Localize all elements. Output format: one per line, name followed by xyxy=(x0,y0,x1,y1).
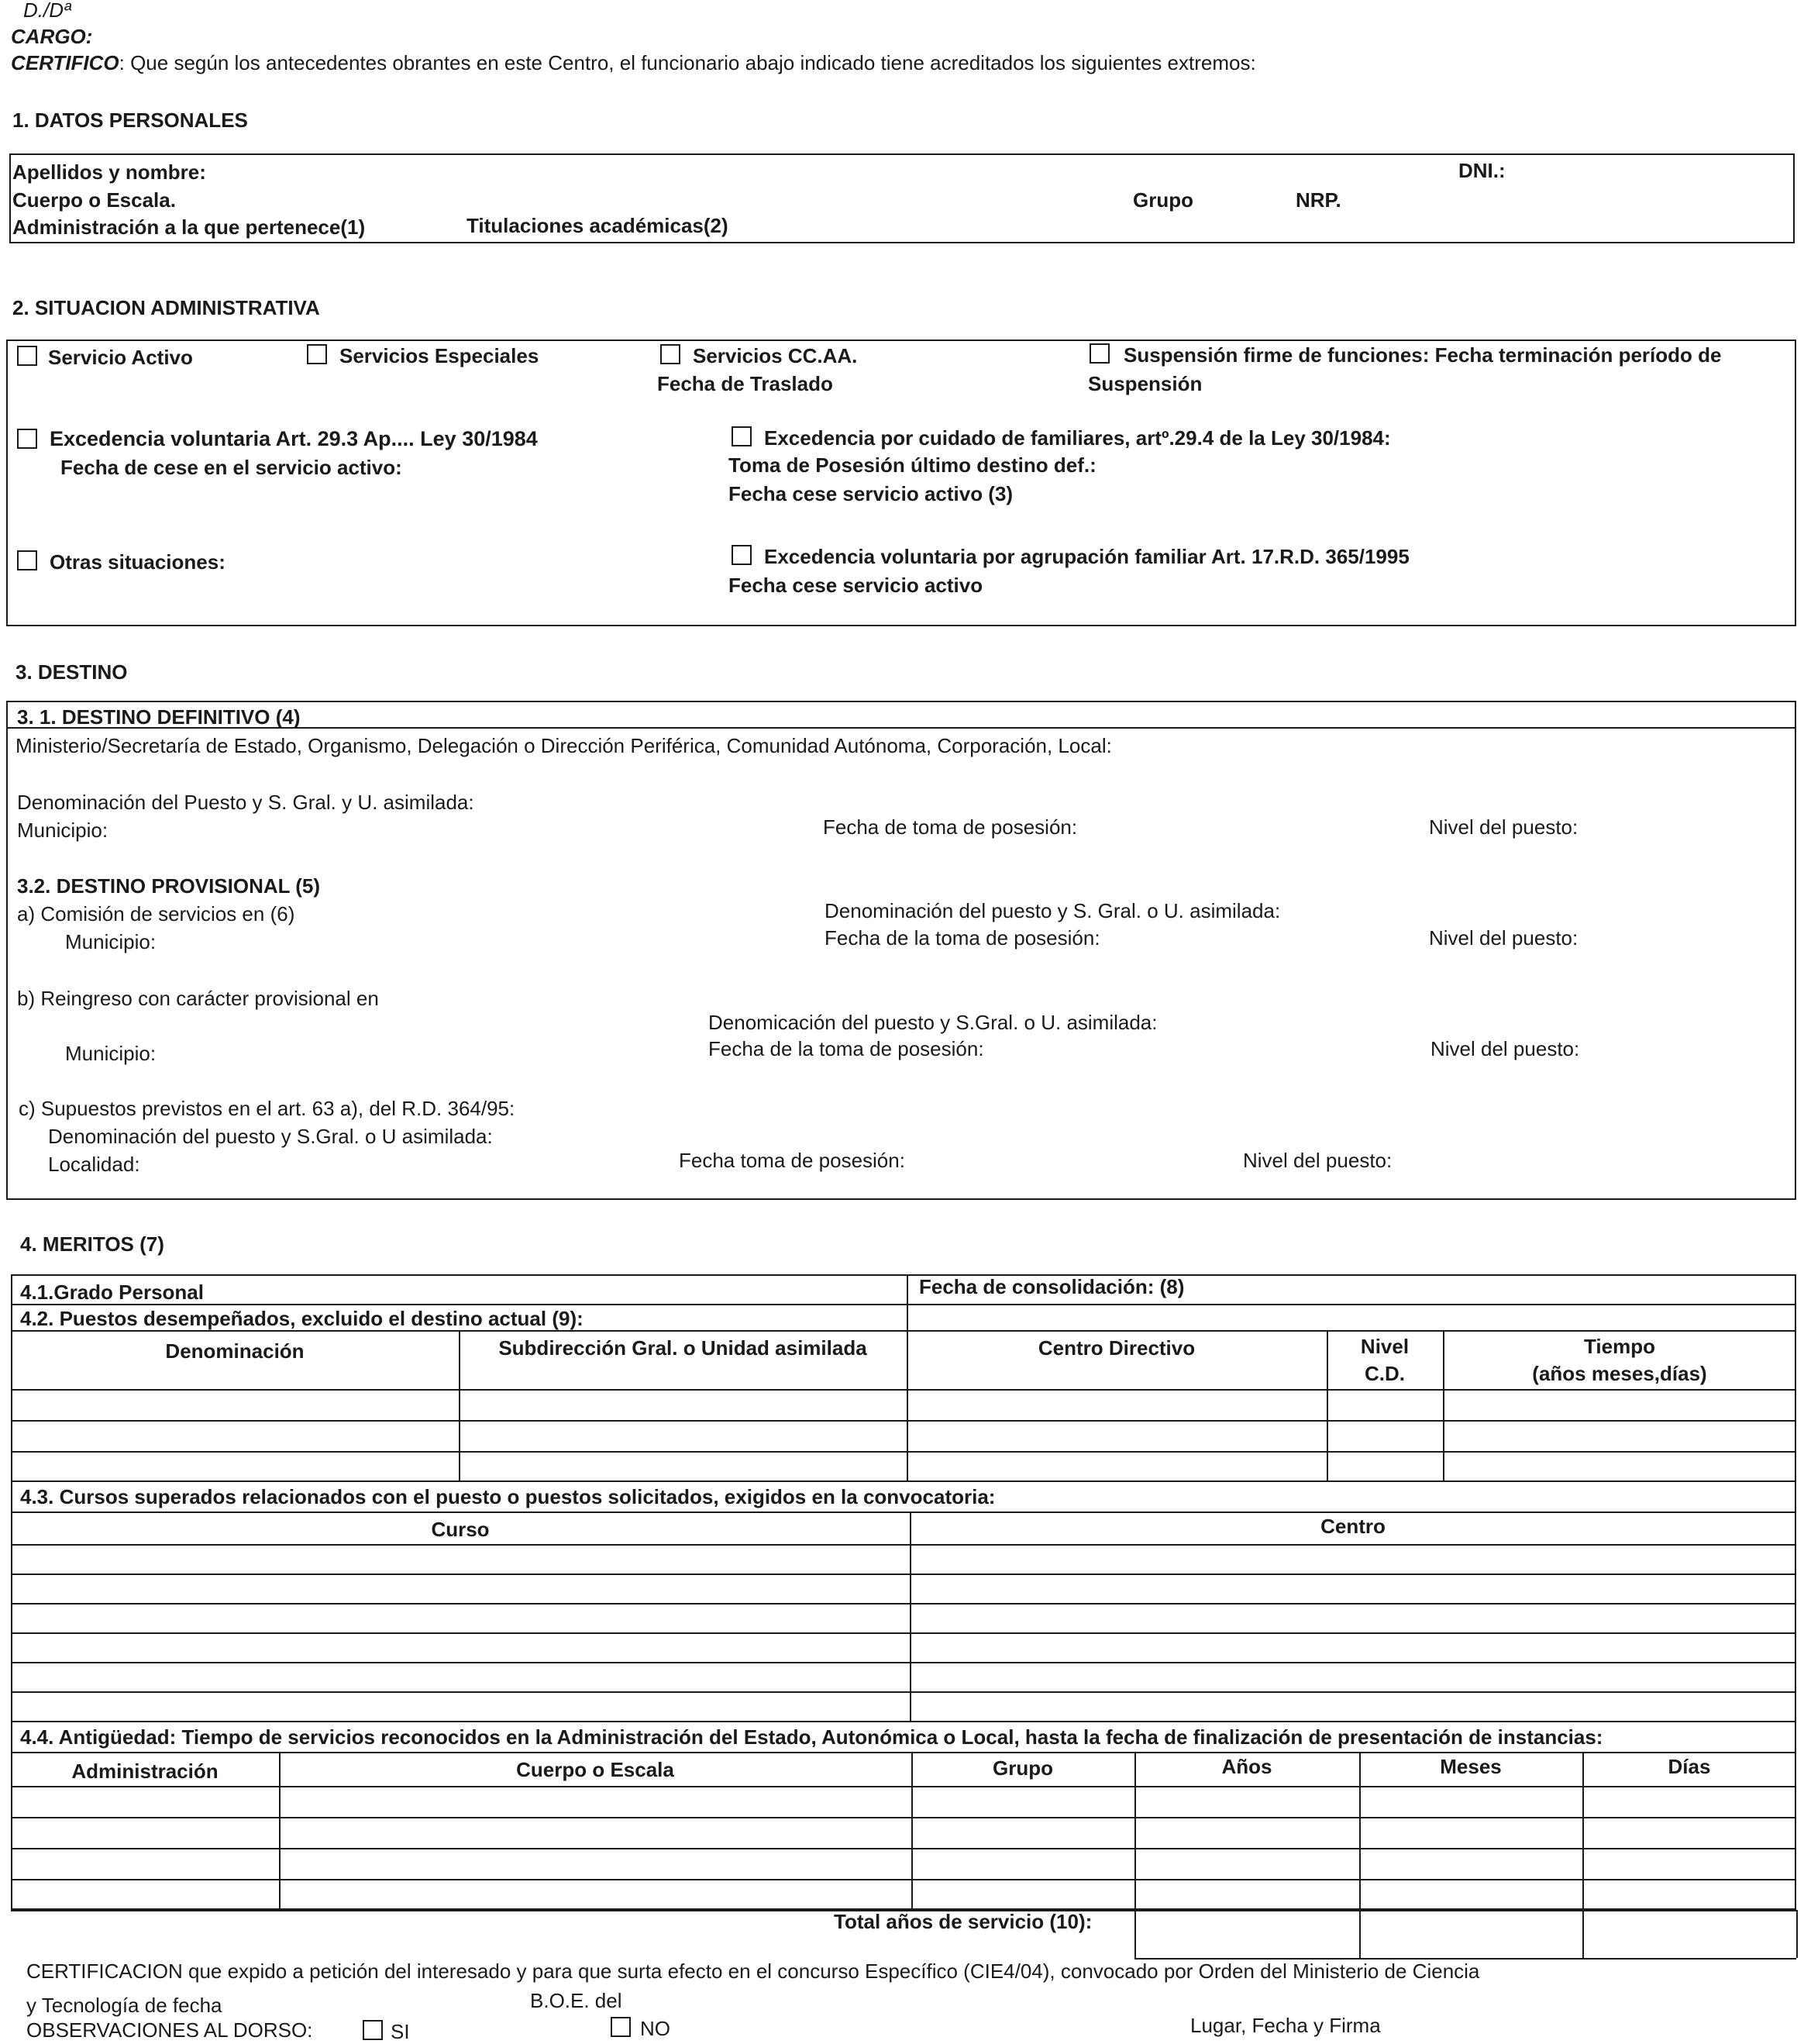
meritos-line xyxy=(11,1304,1796,1305)
col-administracion: Administración xyxy=(71,1760,219,1783)
excedencia-voluntaria-fecha: Fecha de cese en el servicio activo: xyxy=(60,456,402,479)
comision-denominacion-label: Denominación del puesto y S. Gral. o U. asimilada: xyxy=(825,899,1281,922)
col-nivel-cd: C.D. xyxy=(1365,1362,1405,1385)
certifico-label: CERTIFICO xyxy=(11,51,119,74)
puestos-row-line xyxy=(11,1389,1796,1391)
certificacion-line-2: y Tecnología de fecha xyxy=(26,1994,222,2017)
suspension-checkbox[interactable] xyxy=(1090,343,1110,364)
cursos-row-line xyxy=(11,1574,1796,1575)
def-denominacion-label: Denominación del Puesto y S. Gral. y U. asimilada: xyxy=(17,791,474,814)
col-curso: Curso xyxy=(431,1518,490,1541)
section-4-title: 4. MERITOS (7) xyxy=(20,1232,164,1256)
suspension-label-2: Suspensión xyxy=(1088,372,1203,395)
destino-provisional-title: 3.2. DESTINO PROVISIONAL (5) xyxy=(17,874,321,898)
nrp-label: NRP. xyxy=(1296,188,1341,212)
cursos-row-line xyxy=(11,1721,1796,1722)
comision-fecha-label: Fecha de la toma de posesión: xyxy=(825,926,1100,950)
meritos-col-line xyxy=(907,1274,908,1480)
lugar-fecha-firma-label: Lugar, Fecha y Firma xyxy=(1190,2014,1381,2037)
apellidos-label: Apellidos y nombre: xyxy=(12,160,206,184)
servicios-especiales-label: Servicios Especiales xyxy=(339,344,539,367)
administracion-label: Administración a la que pertenece(1) xyxy=(12,215,366,239)
def-nivel-label: Nivel del puesto: xyxy=(1429,815,1578,839)
section-2-title: 2. SITUACION ADMINISTRATIVA xyxy=(12,296,320,319)
supuestos-fecha-label: Fecha toma de posesión: xyxy=(679,1149,905,1172)
col-tiempo-detalle: (años meses,días) xyxy=(1532,1362,1707,1385)
antig-row-line xyxy=(11,1786,1796,1787)
comision-municipio-label: Municipio: xyxy=(65,930,157,953)
puestos-row-line xyxy=(11,1480,1796,1482)
cursos-row-line xyxy=(11,1691,1796,1693)
puestos-row-line xyxy=(11,1451,1796,1453)
section-3-title: 3. DESTINO xyxy=(15,660,128,684)
observaciones-si-label: SI xyxy=(391,2020,410,2043)
observaciones-no-label: NO xyxy=(640,2017,670,2040)
dd-label: D./Dª xyxy=(23,0,71,22)
excedencia-cuidado-toma: Toma de Posesión último destino def.: xyxy=(728,453,1097,477)
supuestos-localidad-label: Localidad: xyxy=(48,1153,140,1176)
cuerpo-label: Cuerpo o Escala. xyxy=(12,188,176,212)
excedencia-agrupacion-checkbox[interactable] xyxy=(732,545,752,565)
total-anos-label: Total años de servicio (10): xyxy=(834,1910,1093,1933)
excedencia-cuidado-label: Excedencia por cuidado de familiares, artº.29.4 de la Ley 30/1984: xyxy=(764,426,1391,450)
antig-col-line xyxy=(1359,1752,1361,1958)
col-nivel: Nivel xyxy=(1360,1335,1410,1358)
col-anos: Años xyxy=(1221,1755,1272,1778)
col-centro: Centro xyxy=(1320,1515,1386,1538)
col-tiempo: Tiempo xyxy=(1584,1335,1655,1358)
cursos-col-line xyxy=(910,1511,911,1721)
reingreso-denominacion-label: Denomicación del puesto y S.Gral. o U. asimilada: xyxy=(708,1011,1158,1034)
servicios-ccaa-checkbox[interactable] xyxy=(660,344,680,364)
cargo-label: CARGO: xyxy=(11,25,93,48)
puestos-desempenados-title: 4.2. Puestos desempeñados, excluido el destino actual (9): xyxy=(20,1307,584,1330)
supuestos-nivel-label: Nivel del puesto: xyxy=(1243,1149,1393,1172)
servicios-ccaa-label: Servicios CC.AA. xyxy=(693,344,858,367)
cursos-line xyxy=(11,1511,1796,1513)
observaciones-label: OBSERVACIONES AL DORSO: xyxy=(26,2018,313,2042)
col-grupo: Grupo xyxy=(993,1756,1053,1780)
dni-label: DNI.: xyxy=(1458,159,1506,182)
fecha-consolidacion-label: Fecha de consolidación: (8) xyxy=(919,1275,1185,1298)
servicios-especiales-checkbox[interactable] xyxy=(307,344,327,364)
observaciones-no-checkbox[interactable] xyxy=(611,2017,631,2037)
excedencia-agrupacion-cese: Fecha cese servicio activo xyxy=(728,574,983,597)
certifico-text: : Que según los antecedentes obrantes en este Centro, el funcionario abajo indicado tiene acreditados los siguientes extremos: xyxy=(119,51,1256,74)
def-fecha-label: Fecha de toma de posesión: xyxy=(823,815,1078,839)
otras-situaciones-checkbox[interactable] xyxy=(17,550,37,570)
antig-row-line xyxy=(11,1848,1796,1849)
cursos-row-line xyxy=(11,1603,1796,1605)
excedencia-cuidado-checkbox[interactable] xyxy=(732,426,752,446)
reingreso-municipio-label: Municipio: xyxy=(65,1042,157,1065)
antig-row-line xyxy=(11,1879,1796,1880)
certificacion-line-1: CERTIFICACION que expido a petición del interesado y para que surta efecto en el concurso Específico (CIE4/04), convocado por Orden del Ministerio de Ciencia xyxy=(26,1960,1480,1983)
cursos-title: 4.3. Cursos superados relacionados con el puesto o puestos solicitados, exigidos en la convocatoria: xyxy=(20,1485,996,1508)
col-dias: Días xyxy=(1668,1755,1711,1778)
servicio-activo-checkbox[interactable] xyxy=(17,346,37,366)
cursos-row-line xyxy=(11,1544,1796,1546)
observaciones-si-checkbox[interactable] xyxy=(363,2020,383,2040)
suspension-label: Suspensión firme de funciones: Fecha terminación período de xyxy=(1124,343,1722,367)
excedencia-agrupacion-label: Excedencia voluntaria por agrupación familiar Art. 17.R.D. 365/1995 xyxy=(764,545,1410,568)
supuestos-denominacion-label: Denominación del puesto y S.Gral. o U asimilada: xyxy=(48,1125,493,1148)
certifico-line xyxy=(11,51,1256,74)
cursos-row-line xyxy=(11,1662,1796,1663)
comision-label: a) Comisión de servicios en (6) xyxy=(17,902,295,925)
antig-col-line xyxy=(1582,1752,1584,1958)
antiguedad-title: 4.4. Antigüedad: Tiempo de servicios reconocidos en la Administración del Estado, Autonómica o Local, hasta la fecha de finalización de presentación de instancias: xyxy=(20,1725,1603,1749)
col-denominacion: Denominación xyxy=(165,1339,305,1363)
servicio-activo-label: Servicio Activo xyxy=(48,346,193,369)
excedencia-cuidado-cese: Fecha cese servicio activo (3) xyxy=(728,482,1014,505)
grupo-label: Grupo xyxy=(1133,188,1193,212)
col-subdireccion: Subdirección Gral. o Unidad asimilada xyxy=(498,1336,867,1360)
reingreso-label: b) Reingreso con carácter provisional en xyxy=(17,987,379,1010)
def-ministerio-label: Ministerio/Secretaría de Estado, Organismo, Delegación o Dirección Periférica, Comunidad Autónoma, Corporación, Local: xyxy=(15,734,1112,757)
cursos-row-line xyxy=(11,1632,1796,1634)
fecha-traslado-label: Fecha de Traslado xyxy=(657,372,833,395)
total-row-line xyxy=(1796,1910,1798,1958)
destino-definitivo-title: 3. 1. DESTINO DEFINITIVO (4) xyxy=(17,705,301,729)
col-centro-directivo: Centro Directivo xyxy=(1038,1336,1196,1360)
def-municipio-label: Municipio: xyxy=(17,819,108,842)
col-cuerpo-escala: Cuerpo o Escala xyxy=(516,1758,674,1781)
col-meses: Meses xyxy=(1440,1755,1502,1778)
comision-nivel-label: Nivel del puesto: xyxy=(1429,926,1578,950)
excedencia-voluntaria-checkbox[interactable] xyxy=(17,429,37,449)
grado-personal-label: 4.1.Grado Personal xyxy=(20,1281,204,1304)
titulaciones-label: Titulaciones académicas(2) xyxy=(466,214,728,237)
meritos-line xyxy=(11,1330,1796,1332)
puestos-row-line xyxy=(11,1420,1796,1422)
section-1-title: 1. DATOS PERSONALES xyxy=(12,109,248,132)
antig-row-line xyxy=(11,1817,1796,1818)
boe-label: B.O.E. del xyxy=(530,1989,622,2012)
otras-situaciones-label: Otras situaciones: xyxy=(50,550,226,574)
antig-col-line xyxy=(1134,1752,1136,1958)
excedencia-voluntaria-label: Excedencia voluntaria Art. 29.3 Ap.... Ley 30/1984 xyxy=(50,427,538,450)
supuestos-label: c) Supuestos previstos en el art. 63 a), del R.D. 364/95: xyxy=(19,1097,515,1120)
reingreso-fecha-label: Fecha de la toma de posesión: xyxy=(708,1037,984,1060)
reingreso-nivel-label: Nivel del puesto: xyxy=(1430,1037,1580,1060)
